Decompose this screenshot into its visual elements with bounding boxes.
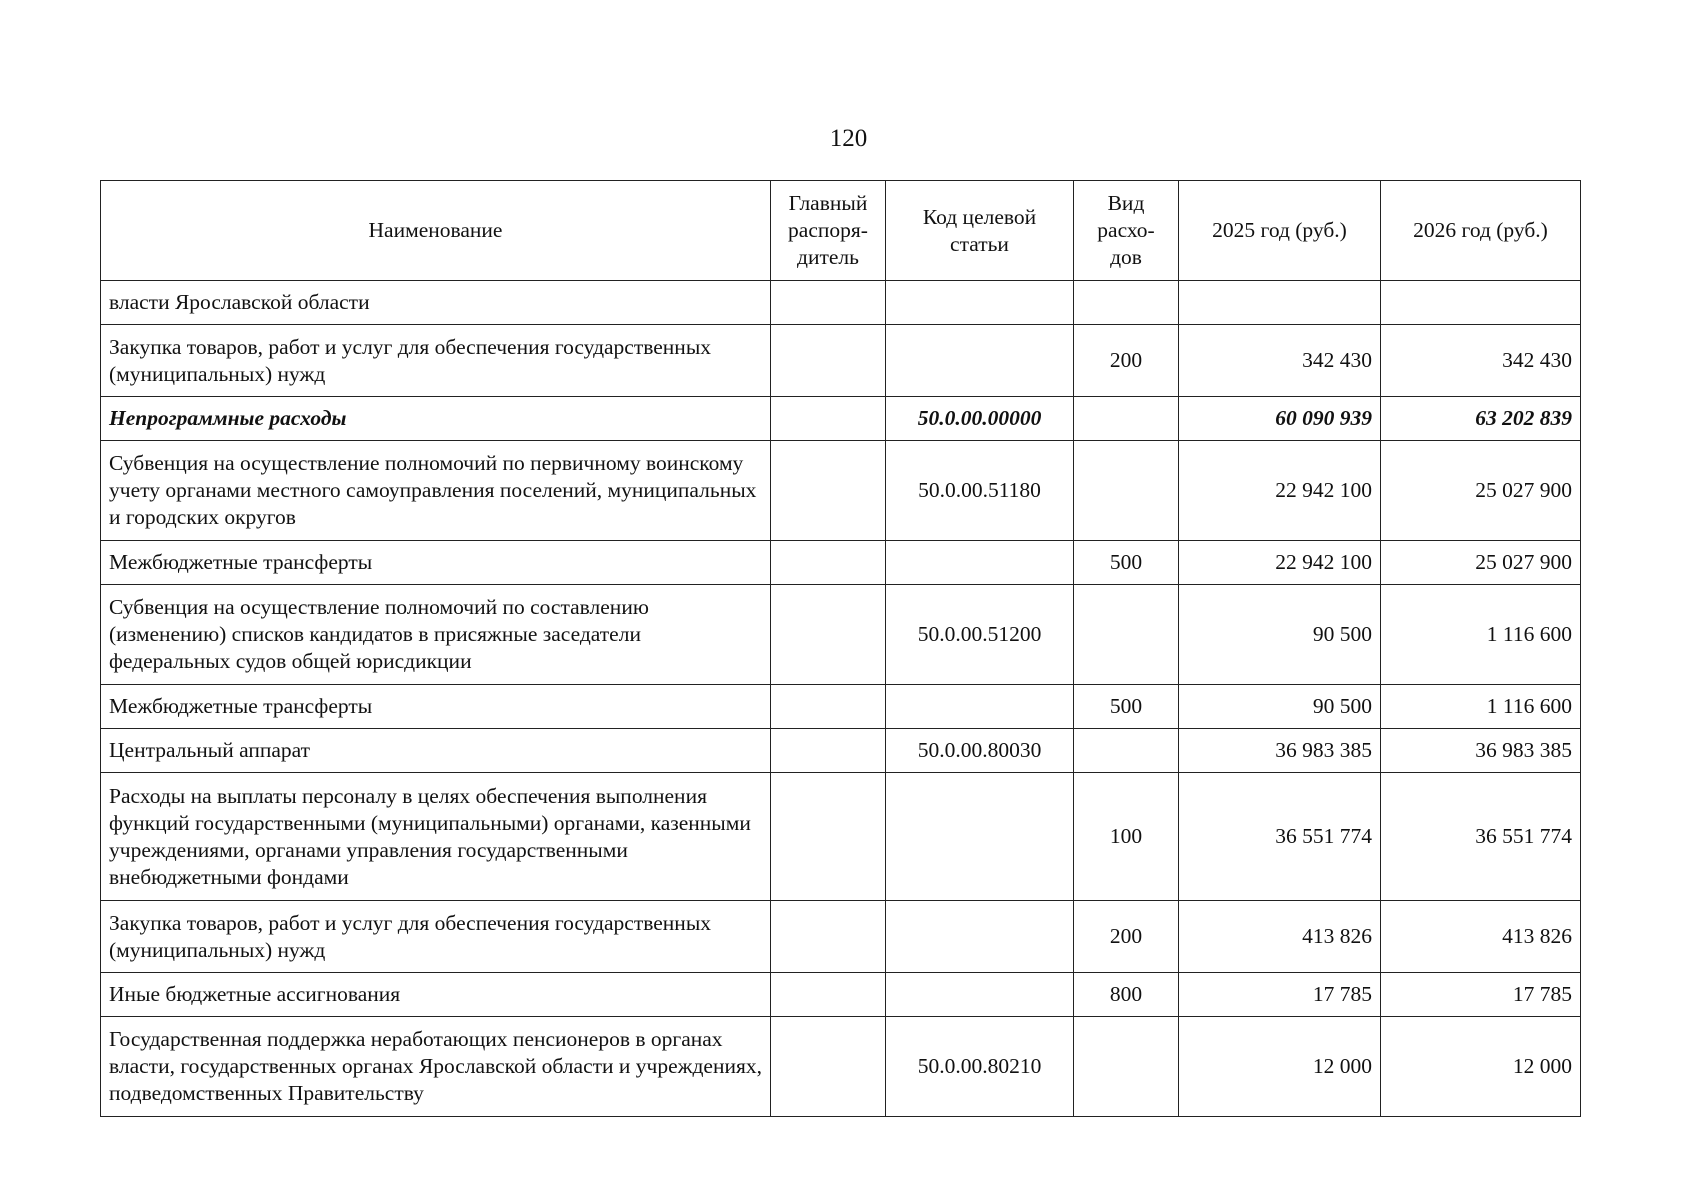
row-amount-2026: 1 116 600 [1381, 685, 1581, 729]
row-amount-2026 [1381, 281, 1581, 325]
row-kind: 800 [1074, 973, 1179, 1017]
row-amount-2025: 36 551 774 [1179, 773, 1381, 901]
row-name: Закупка товаров, работ и услуг для обеспечения государственных (муниципальных) нужд [101, 901, 771, 973]
row-chief [771, 901, 886, 973]
row-chief [771, 685, 886, 729]
row-amount-2025: 12 000 [1179, 1017, 1381, 1117]
header-chief: Главный распоря-дитель [771, 181, 886, 281]
row-code [886, 325, 1074, 397]
row-chief [771, 325, 886, 397]
row-code: 50.0.00.51180 [886, 441, 1074, 541]
row-amount-2026: 413 826 [1381, 901, 1581, 973]
row-kind [1074, 441, 1179, 541]
row-chief [771, 729, 886, 773]
row-kind [1074, 585, 1179, 685]
row-name: Субвенция на осуществление полномочий по составлению (изменению) списков кандидатов в присяжные заседатели федеральных судов общей юрисдикции [101, 585, 771, 685]
table-row [101, 973, 1581, 1017]
row-chief [771, 541, 886, 585]
row-code: 50.0.00.80210 [886, 1017, 1074, 1117]
table-body [101, 281, 1581, 1117]
row-code [886, 685, 1074, 729]
row-chief [771, 585, 886, 685]
row-kind [1074, 397, 1179, 441]
row-kind [1074, 729, 1179, 773]
header-2025: 2025 год (руб.) [1179, 181, 1381, 281]
row-amount-2025: 17 785 [1179, 973, 1381, 1017]
table-row [101, 685, 1581, 729]
table-row [101, 325, 1581, 397]
table-row [101, 901, 1581, 973]
row-name: Расходы на выплаты персоналу в целях обеспечения выполнения функций государственными (муниципальными) органами, казенными учреждениями, органами управления государственными внебюджетными фондами [101, 773, 771, 901]
row-amount-2026: 25 027 900 [1381, 541, 1581, 585]
row-amount-2026: 36 983 385 [1381, 729, 1581, 773]
row-kind: 200 [1074, 325, 1179, 397]
header-name: Наименование [101, 181, 771, 281]
row-amount-2026: 17 785 [1381, 973, 1581, 1017]
row-amount-2025: 36 983 385 [1179, 729, 1381, 773]
row-kind [1074, 281, 1179, 325]
budget-table [100, 180, 1581, 1117]
row-amount-2026: 12 000 [1381, 1017, 1581, 1117]
row-amount-2026: 36 551 774 [1381, 773, 1581, 901]
row-name: Межбюджетные трансферты [101, 685, 771, 729]
row-code [886, 773, 1074, 901]
row-code [886, 973, 1074, 1017]
row-chief [771, 1017, 886, 1117]
row-kind: 500 [1074, 541, 1179, 585]
header-2026: 2026 год (руб.) [1381, 181, 1581, 281]
row-amount-2025: 342 430 [1179, 325, 1381, 397]
row-code [886, 901, 1074, 973]
row-code [886, 281, 1074, 325]
row-chief [771, 281, 886, 325]
table-row [101, 729, 1581, 773]
row-name: власти Ярославской области [101, 281, 771, 325]
row-amount-2025: 60 090 939 [1179, 397, 1381, 441]
row-kind: 500 [1074, 685, 1179, 729]
row-amount-2026: 63 202 839 [1381, 397, 1581, 441]
row-amount-2025: 90 500 [1179, 585, 1381, 685]
row-amount-2025: 22 942 100 [1179, 441, 1381, 541]
row-name: Субвенция на осуществление полномочий по первичному воинскому учету органами местного самоуправления поселений, муниципальных и городских округов [101, 441, 771, 541]
row-code [886, 541, 1074, 585]
row-kind [1074, 1017, 1179, 1117]
table-row [101, 441, 1581, 541]
row-chief [771, 441, 886, 541]
row-name: Иные бюджетные ассигнования [101, 973, 771, 1017]
page-number: 120 [829, 125, 868, 152]
header-code: Код целевой статьи [886, 181, 1074, 281]
row-name: Закупка товаров, работ и услуг для обеспечения государственных (муниципальных) нужд [101, 325, 771, 397]
row-name: Центральный аппарат [101, 729, 771, 773]
row-amount-2026: 342 430 [1381, 325, 1581, 397]
table-row [101, 585, 1581, 685]
row-chief [771, 973, 886, 1017]
header-kind: Вид расхо-дов [1074, 181, 1179, 281]
row-amount-2025 [1179, 281, 1381, 325]
table-row [101, 773, 1581, 901]
row-amount-2025: 90 500 [1179, 685, 1381, 729]
table-row [101, 281, 1581, 325]
row-chief [771, 773, 886, 901]
row-kind: 100 [1074, 773, 1179, 901]
table-header-row [101, 181, 1581, 281]
row-code: 50.0.00.51200 [886, 585, 1074, 685]
row-amount-2026: 25 027 900 [1381, 441, 1581, 541]
row-name: Межбюджетные трансферты [101, 541, 771, 585]
row-amount-2026: 1 116 600 [1381, 585, 1581, 685]
row-amount-2025: 413 826 [1179, 901, 1381, 973]
row-name: Государственная поддержка неработающих пенсионеров в органах власти, государственных органах Ярославской области и учреждениях, подведомственных Правительству [101, 1017, 771, 1117]
table-row [101, 397, 1581, 441]
row-chief [771, 397, 886, 441]
row-code: 50.0.00.80030 [886, 729, 1074, 773]
row-code: 50.0.00.00000 [886, 397, 1074, 441]
row-name: Непрограммные расходы [101, 397, 771, 441]
table-row [101, 541, 1581, 585]
row-amount-2025: 22 942 100 [1179, 541, 1381, 585]
row-kind: 200 [1074, 901, 1179, 973]
table-row [101, 1017, 1581, 1117]
